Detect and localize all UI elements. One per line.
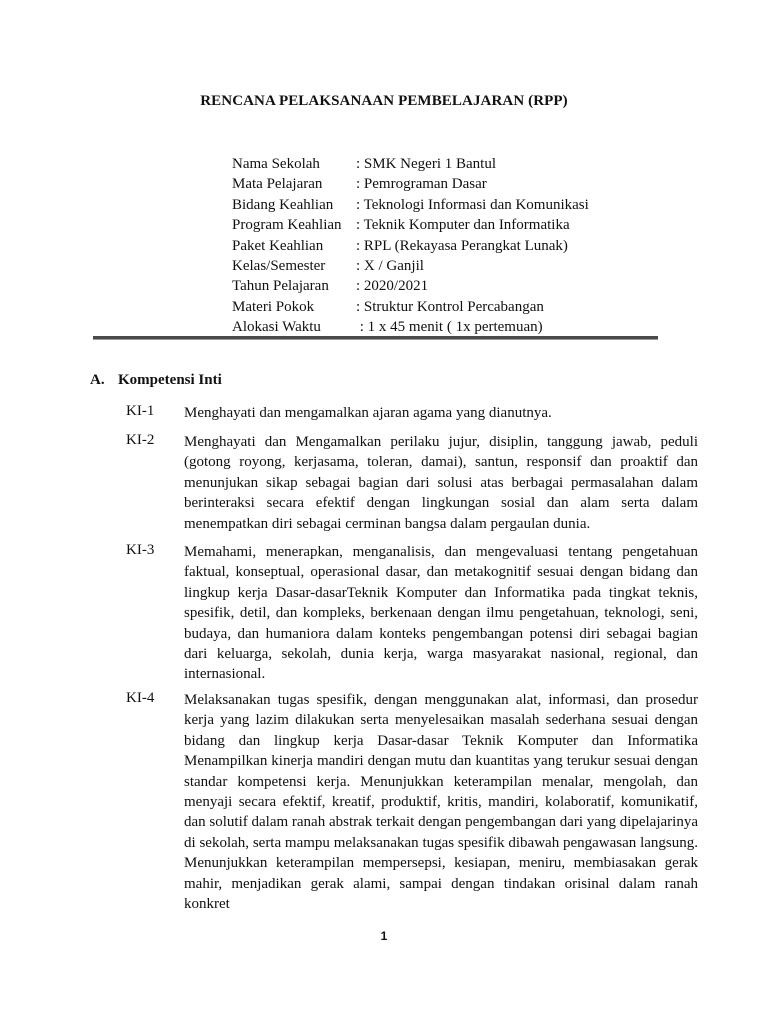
section-title: Kompetensi Inti (118, 372, 222, 388)
meta-label: Program Keahlian (232, 217, 342, 234)
ki-code: KI-2 (126, 432, 155, 448)
meta-row-package (232, 236, 662, 256)
meta-value: : Teknologi Informasi dan Komunikasi (356, 196, 589, 213)
meta-value: : RPL (Rekayasa Perangkat Lunak) (356, 237, 568, 254)
ki-text: Menghayati dan Mengamalkan perilaku jujur, disiplin, tanggung jawab, peduli (gotong royong, kerjasama, toleran, damai), santun, responsif dan proaktif dan menunjukan sikap sebagai bagian dari solusi atas berbagai permasalahan dalam berinteraksi secara efektif dengan lingkungan sosial dan alam serta dalam menempatkan diri sebagai cerminan bangsa dalam pergaulan dunia. (184, 434, 698, 532)
ki-code: KI-1 (126, 403, 155, 419)
ki-item-3 (126, 542, 698, 685)
meta-value: : Struktur Kontrol Percabangan (356, 298, 544, 315)
ki-item-2 (126, 432, 698, 534)
meta-value: : Pemrograman Dasar (356, 176, 487, 193)
meta-row-class-semester (232, 256, 662, 276)
ki-item-4 (126, 690, 698, 914)
section-heading-kompetensi-inti (90, 372, 222, 389)
ki-code: KI-4 (126, 690, 155, 706)
meta-value: : Teknik Komputer dan Informatika (356, 217, 570, 234)
meta-label: Mata Pelajaran (232, 176, 323, 193)
page-number: 1 (380, 929, 388, 943)
meta-row-program (232, 215, 662, 235)
meta-row-time-allocation (232, 317, 662, 337)
ki-text: Menghayati dan mengamalkan ajaran agama yang dianutnya. (184, 405, 552, 421)
identity-table (232, 154, 662, 338)
ki-item-1 (126, 403, 698, 423)
meta-label: Bidang Keahlian (232, 196, 334, 213)
meta-label: Nama Sekolah (232, 156, 320, 172)
section-letter: A. (90, 372, 105, 388)
meta-row-year (232, 276, 662, 296)
meta-row-topic (232, 297, 662, 317)
header-divider (93, 336, 658, 340)
meta-row-school (232, 154, 662, 174)
ki-text: Memahami, menerapkan, menganalisis, dan mengevaluasi tentang pengetahuan faktual, konseptual, operasional dasar, dan metakognitif sesuai dengan bidang dan lingkup kerja Dasar-dasarTeknik Komputer dan Informatika pada tingkat teknis, spesifik, detil, dan kompleks, berkenaan dengan ilmu pengetahuan, teknologi, seni, budaya, dan humaniora dalam konteks pengembangan potensi diri sebagai bagian dari keluarga, sekolah, dunia kerja, warga masyarakat nasional, regional, dan internasional. (184, 544, 698, 683)
meta-label: Kelas/Semester (232, 257, 326, 274)
meta-value: : 1 x 45 menit ( 1x pertemuan) (356, 319, 543, 336)
meta-label: Materi Pokok (232, 298, 315, 315)
meta-label: Tahun Pelajaran (232, 278, 329, 295)
meta-value: : SMK Negeri 1 Bantul (356, 156, 496, 172)
meta-row-field (232, 195, 662, 215)
document-title: RENCANA PELAKSANAAN PEMBELAJARAN (RPP) (200, 93, 568, 109)
meta-label: Paket Keahlian (232, 237, 324, 254)
meta-value: : 2020/2021 (356, 278, 429, 295)
ki-text: Melaksanakan tugas spesifik, dengan menggunakan alat, informasi, dan prosedur kerja yang lazim dilakukan serta menyelesaikan masalah sederhana sesuai dengan bidang dan lingkup kerja Dasar-dasar Teknik Komputer dan Informatika Menampilkan kinerja mandiri dengan mutu dan kuantitas yang terukur sesuai dengan standar kompetensi kerja. Menunjukkan keterampilan menalar, mengolah, dan menyaji secara efektif, kreatif, produktif, kritis, mandiri, kolaboratif, komunikatif, dan solutif dalam ranah abstrak terkait dengan pengembangan dari yang dipelajarinya di sekolah, serta mampu melaksanakan tugas spesifik dibawah pengawasan langsung. Menunjukkan keterampilan mempersepsi, kesiapan, meniru, membiasakan gerak mahir, menjadikan gerak alami, sampai dengan tindakan orisinal dalam ranah konkret (184, 692, 698, 913)
meta-row-subject (232, 174, 662, 194)
meta-label: Alokasi Waktu (232, 319, 321, 336)
ki-code: KI-3 (126, 542, 155, 558)
meta-value: : X / Ganjil (356, 257, 424, 274)
